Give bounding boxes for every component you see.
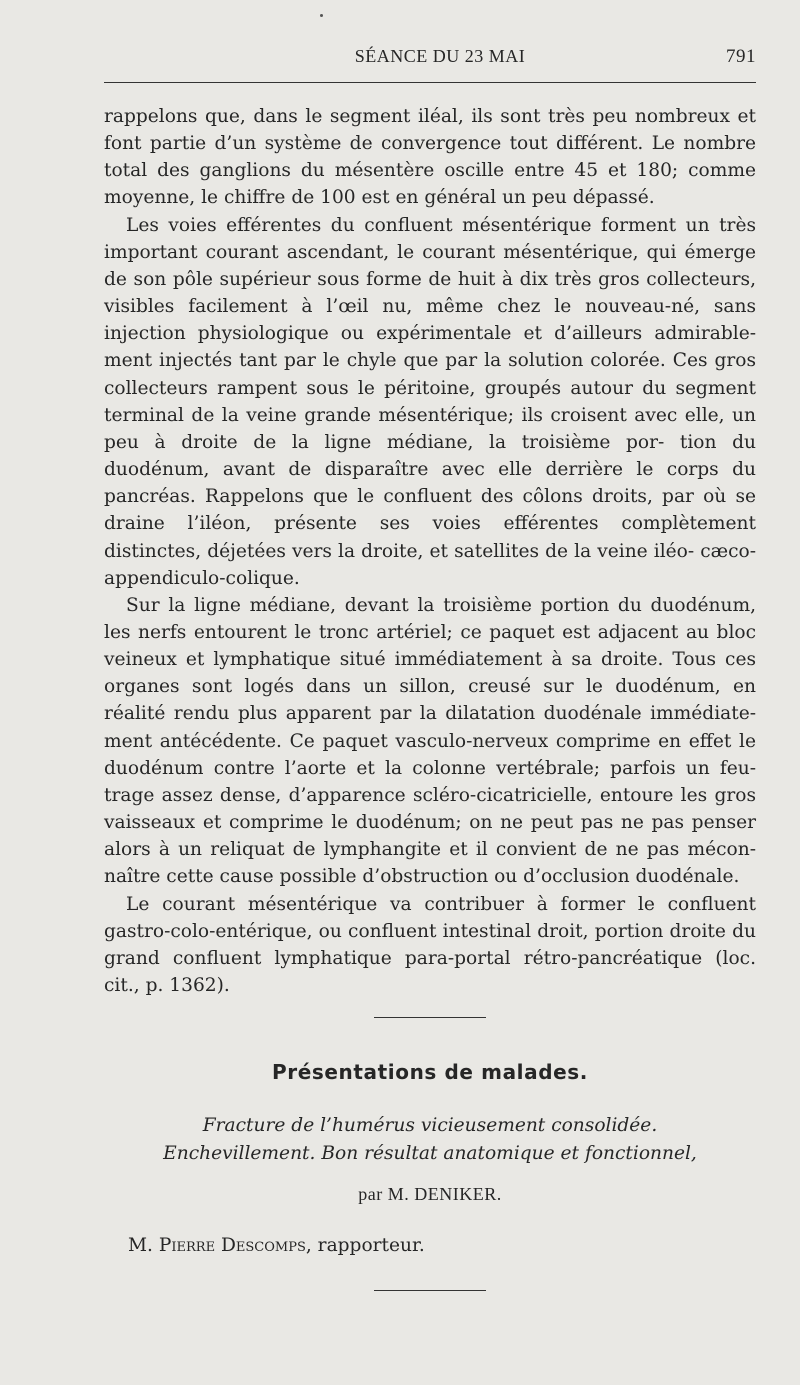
header-rule (104, 82, 756, 83)
rapporteur-prefix: M. (128, 1235, 159, 1256)
running-header-title: SÉANCE DU 23 MAI (354, 46, 526, 66)
page-number: 791 (726, 46, 756, 67)
rapporteur-suffix: , rapporteur. (305, 1235, 425, 1256)
section-divider-top (374, 1017, 486, 1018)
paragraph-1: rappelons que, dans le segment iléal, ils sont très peu nombreux et font partie d’un système de convergence tout différent. Le nombre total des ganglions du mésentère oscille entre 45 et 180; comme moyenne, le chiffre de 100 est en général un peu dépassé. (104, 106, 756, 209)
paragraph-4: Le courant mésentérique va contribuer à former le confluent gastro-colo-entérique, ou confluent intestinal droit, portion droite du grand confluent lymphatique para-portal rétro-pancréatique (loc. cit., p. 1362). (104, 893, 756, 996)
paper-author: par M. DENIKER. (358, 1184, 502, 1204)
running-header (104, 46, 756, 70)
section-heading: Présentations de malades. (271, 1060, 589, 1084)
rapporteur-name: Pierre Descomps (158, 1235, 306, 1256)
paper-title (104, 1112, 756, 1168)
section-divider-bottom (374, 1290, 486, 1291)
print-speck (320, 14, 323, 17)
paragraph-2: Les voies efférentes du confluent mésentérique forment un très important courant ascendant, le courant mésentérique, qui émerge de son pôle supérieur sous forme de huit à dix très gros collecteurs, visibles facilement à l’œil nu, même chez le nouveau-né, sans injection physiologique ou expérimentale et d’ailleurs admirable- ment injectés tant par le chyle que par la solution colorée. Ces gros collecteurs rampent sous le péritoine, groupés autour du segment terminal de la veine grande mésentérique; ils croisent avec elle, un peu à droite de la ligne médiane, la troisième por- tion du duodénum, avant de disparaître avec elle derrière le corps du pancréas. Rappelons que le confluent des côlons droits, par où se draine l’iléon, présente ses voies efférentes complètement distinctes, déjetées vers la droite, et satellites de la veine iléo- cæco-appendiculo-colique. (104, 214, 756, 589)
rapporteur-line (128, 1235, 425, 1256)
paragraph-3: Sur la ligne médiane, devant la troisième portion du duodénum, les nerfs entourent le tronc artériel; ce paquet est adjacent au bloc veineux et lymphatique situé immédiatement à sa droite. Tous ces organes sont logés dans un sillon, creusé sur le duodénum, en réalité rendu plus apparent par la dilatation duodénale immédiate- ment antécédente. Ce paquet vasculo-nerveux comprime en effet le duodénum contre l’aorte et la colonne vertébrale; parfois un feu- trage assez dense, d’apparence scléro-cicatricielle, entoure les gros vaisseaux et comprime le duodénum; on ne peut pas ne pas penser alors à un reliquat de lymphangite et il convient de ne pas mécon- naître cette cause possible d’obstruction ou d’occlusion duodénale. (104, 594, 756, 888)
body-text (104, 103, 756, 999)
paper-title-line-2: Enchevillement. Bon résultat anatomique et fonctionnel, (163, 1143, 697, 1164)
paper-title-line-1: Fracture de l’humérus vicieusement consolidée. (202, 1115, 658, 1136)
